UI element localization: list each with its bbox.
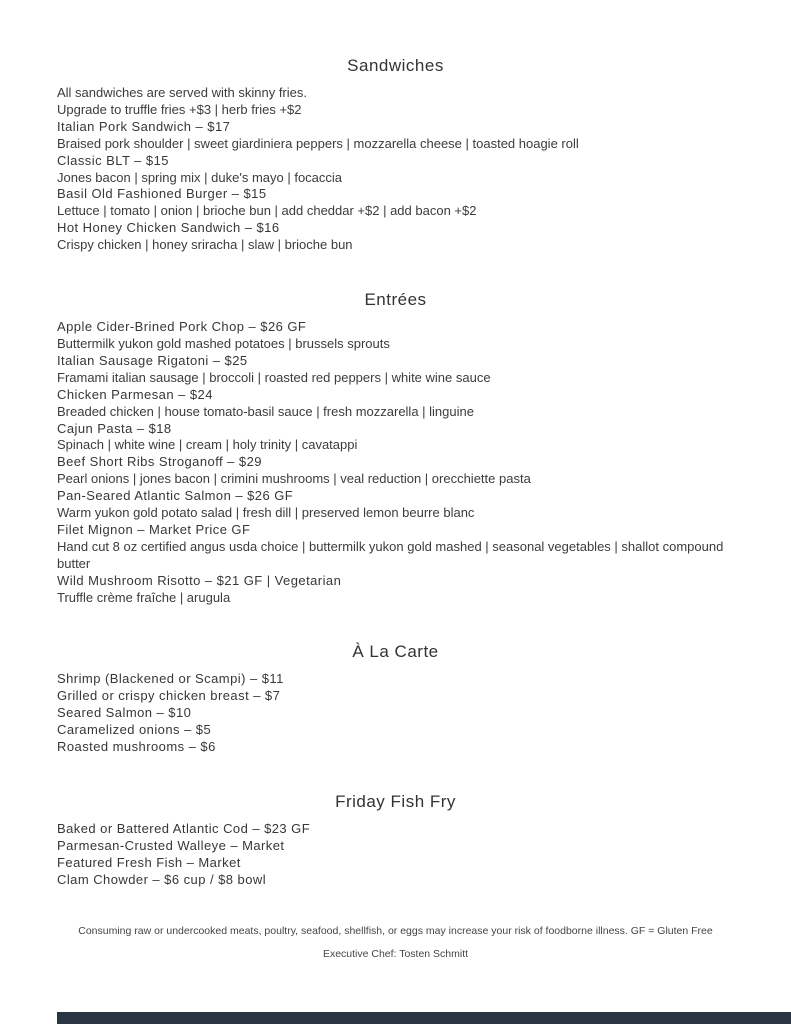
- menu-section: [0, 290, 791, 606]
- menu-item-name: Cajun Pasta – $18: [57, 420, 172, 436]
- menu-section: [0, 56, 791, 254]
- menu-item-description: All sandwiches are served with skinny fries.: [57, 85, 307, 100]
- menu-footer: [0, 925, 791, 961]
- section-lines: [57, 821, 747, 889]
- disclaimer-text: Consuming raw or undercooked meats, poultry, seafood, shellfish, or eggs may increase your risk of foodborne illness. GF = Gluten Free: [78, 924, 713, 937]
- bottom-bar: [57, 1012, 791, 1024]
- menu-item-name: Seared Salmon – $10: [57, 705, 192, 721]
- menu-item-description: Buttermilk yukon gold mashed potatoes | brussels sprouts: [57, 335, 390, 351]
- menu-item-name: Featured Fresh Fish – Market: [57, 854, 241, 870]
- menu-item-name: Classic BLT – $15: [57, 152, 169, 168]
- menu-item-name: Italian Sausage Rigatoni – $25: [57, 352, 248, 368]
- menu-section: [0, 642, 791, 756]
- menu-item-name: Beef Short Ribs Stroganoff – $29: [57, 454, 262, 470]
- menu-item-name: Baked or Battered Atlantic Cod – $23 GF: [57, 821, 311, 836]
- section-lines: [57, 85, 747, 254]
- menu-item-description: Lettuce | tomato | onion | brioche bun | add cheddar +$2 | add bacon +$2: [57, 203, 477, 219]
- section-title: Entrées: [364, 290, 427, 310]
- menu-item-name: Roasted mushrooms – $6: [57, 739, 216, 755]
- menu-item-name: Hot Honey Chicken Sandwich – $16: [57, 220, 280, 236]
- menu-item-description: Upgrade to truffle fries +$3 | herb fries +$2: [57, 101, 302, 117]
- menu-item-description: Braised pork shoulder | sweet giardiniera peppers | mozzarella cheese | toasted hoagie roll: [57, 135, 579, 151]
- menu-item-name: Shrimp (Blackened or Scampi) – $11: [57, 671, 284, 687]
- menu-item-description: Truffle crème fraîche | arugula: [57, 589, 231, 605]
- section-title: À La Carte: [352, 642, 439, 662]
- menu-item-name: Parmesan-Crusted Walleye – Market: [57, 837, 285, 853]
- menu-item-name: Italian Pork Sandwich – $17: [57, 118, 231, 134]
- menu-item-name: Clam Chowder – $6 cup / $8 bowl: [57, 871, 267, 887]
- menu-item-description: Hand cut 8 oz certified angus usda choice | buttermilk yukon gold mashed | seasonal vegetables | shallot compound butter: [57, 538, 724, 571]
- menu-item-description: Jones bacon | spring mix | duke's mayo | focaccia: [57, 169, 343, 185]
- menu-item-description: Spinach | white wine | cream | holy trinity | cavatappi: [57, 437, 358, 453]
- menu-item-name: Wild Mushroom Risotto – $21 GF | Vegetarian: [57, 572, 342, 588]
- section-title: Friday Fish Fry: [335, 792, 456, 811]
- menu-item-name: Basil Old Fashioned Burger – $15: [57, 186, 267, 202]
- menu-item-description: Crispy chicken | honey sriracha | slaw | brioche bun: [57, 237, 353, 253]
- menu-item-description: Pearl onions | jones bacon | crimini mushrooms | veal reduction | orecchiette pasta: [57, 471, 531, 487]
- menu-item-name: Apple Cider-Brined Pork Chop – $26 GF: [57, 319, 307, 335]
- menu-item-name: Filet Mignon – Market Price GF: [57, 521, 251, 537]
- section-lines: [57, 671, 747, 756]
- menu-section: [0, 792, 791, 889]
- menu-item-name: Pan-Seared Atlantic Salmon – $26 GF: [57, 488, 294, 504]
- section-title: Sandwiches: [347, 56, 444, 75]
- menu-item-description: Breaded chicken | house tomato-basil sauce | fresh mozzarella | linguine: [57, 403, 474, 419]
- section-lines: [57, 319, 747, 606]
- menu-item-description: Framami italian sausage | broccoli | roasted red peppers | white wine sauce: [57, 369, 491, 385]
- menu-item-description: Warm yukon gold potato salad | fresh dill | preserved lemon beurre blanc: [57, 505, 475, 521]
- chef-credit: Executive Chef: Tosten Schmitt: [322, 947, 469, 960]
- menu-item-name: Caramelized onions – $5: [57, 722, 212, 738]
- menu-item-name: Chicken Parmesan – $24: [57, 386, 213, 402]
- menu-item-name: Grilled or crispy chicken breast – $7: [57, 688, 281, 704]
